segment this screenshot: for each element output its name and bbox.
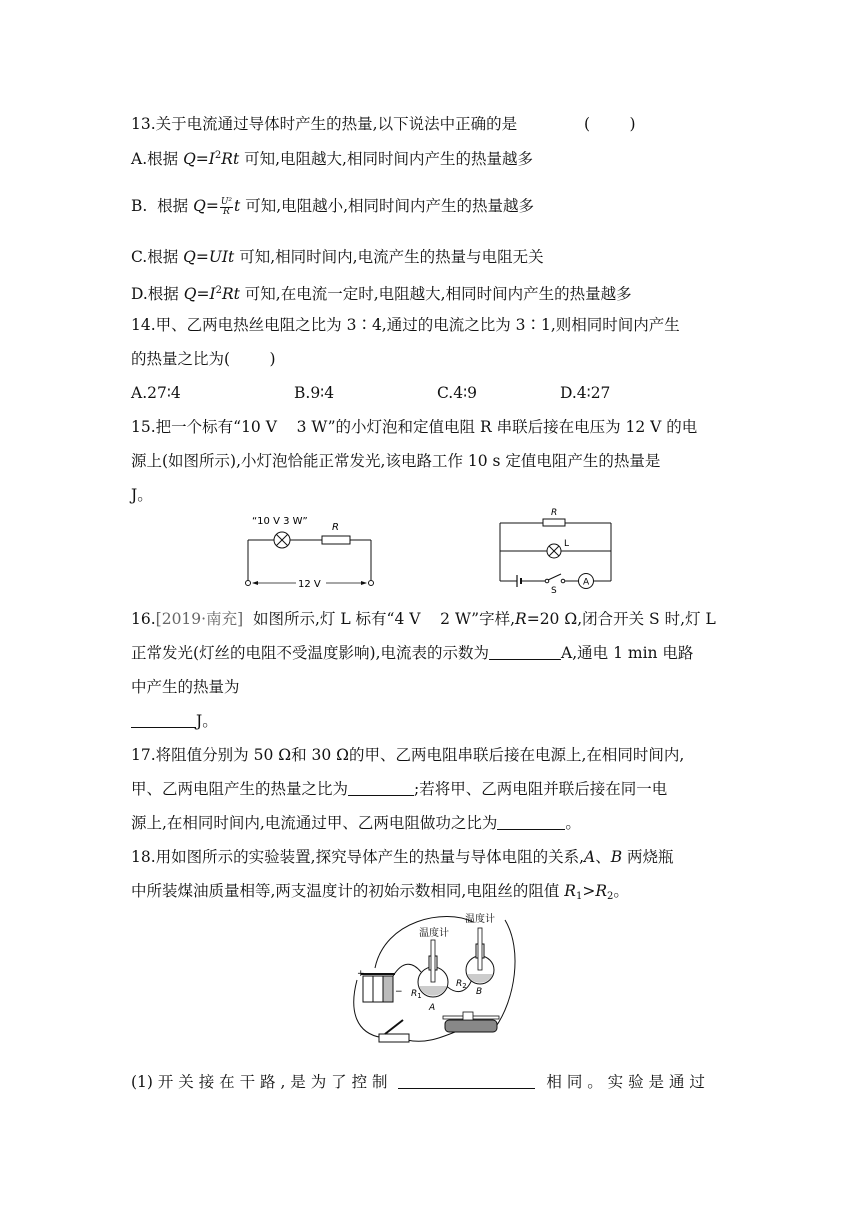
q13-option-a — [131, 146, 533, 169]
q18-r1-sub: 1 — [575, 891, 583, 902]
q16-r-symbol: R — [515, 610, 527, 628]
switch-s-label: S — [551, 586, 557, 595]
q18-gt: > — [582, 882, 596, 900]
q18-sub1-suffix: 相 同 。 实 验 是 通 过 — [546, 1073, 705, 1091]
wire-flask-b-to-rheostat — [495, 920, 515, 1028]
resistor-r2-sub: 2 — [462, 982, 467, 990]
q14-option-a: A.27∶4 — [131, 384, 181, 402]
q18-line-1 — [131, 847, 674, 867]
switch-lever-icon — [385, 1020, 403, 1034]
q13-d-formula-q: Q — [183, 285, 197, 303]
lamp-rating-label: “10 V 3 W” — [252, 516, 308, 527]
experiment-apparatus-figure — [345, 910, 525, 1055]
q13-a-formula-exp: 2 — [214, 150, 222, 161]
battery-cell-2 — [373, 976, 383, 1002]
rheostat-icon — [445, 1020, 497, 1032]
q18-line-2-end: 。 — [613, 882, 629, 900]
battery-minus-label: − — [395, 987, 403, 997]
wire-switch-to-rheostat — [407, 1032, 455, 1041]
q18-sub1 — [131, 1072, 705, 1092]
q14-option-c: C.4∶9 — [437, 384, 477, 402]
q18-line-1b: 两烧瓶 — [622, 848, 674, 866]
resistor-icon — [322, 536, 350, 544]
q13-a-formula-rt: Rt — [221, 150, 240, 168]
q13-d-formula-rt: Rt — [221, 285, 240, 303]
q13-stem-text: 13.关于电流通过导体时产生的热量,以下说法中正确的是 — [131, 115, 518, 133]
q13-c-prefix: C.根据 — [131, 248, 184, 266]
q13-b-numerator: U² — [220, 196, 233, 207]
q16-blank-current[interactable] — [489, 645, 561, 660]
thermometer-a-icon — [431, 940, 435, 982]
q13-a-formula-eq: = — [195, 150, 209, 168]
q18-r2-sub: 2 — [607, 891, 614, 902]
q18-sub1-prefix: (1) 开 关 接 在 干 路 , 是 为 了 控 制 — [131, 1073, 388, 1091]
q17-line-3b: 。 — [565, 814, 581, 832]
terminal-left — [246, 581, 251, 586]
q13-d-formula-i: I — [209, 285, 216, 303]
q13-c-suffix: 可知,相同时间内,电流产生的热量与电阻无关 — [234, 248, 544, 266]
q13-option-d — [131, 281, 632, 304]
q13-d-prefix: D.根据 — [131, 285, 184, 303]
switch-blade — [548, 574, 561, 580]
thermometer-b-label: 温度计 — [465, 914, 495, 925]
resistor-r1-symbol: R — [411, 989, 418, 999]
q13-b-formula-eq: = — [205, 197, 219, 215]
q18-flask-a-symbol: A — [584, 848, 596, 866]
battery-plus-label: + — [357, 969, 365, 979]
q14-line-2: 的热量之比为( ) — [131, 350, 276, 368]
flask-a-label: A — [429, 1003, 436, 1013]
q13-answer-paren: ( ) — [584, 115, 636, 133]
q13-d-suffix: 可知,在电流一定时,电阻越大,相同时间内产生的热量越多 — [239, 285, 632, 303]
q17-line-3a: 源上,在相同时间内,电流通过甲、乙两电阻做功之比为 — [131, 814, 498, 832]
q14-option-d: D.4∶27 — [560, 384, 611, 402]
q16-line-1b: =20 Ω,闭合开关 S 时,灯 L — [526, 610, 716, 628]
q18-r1-symbol: R — [564, 882, 576, 900]
q16-line-3: 中产生的热量为 — [131, 678, 240, 696]
ammeter-a-label: A — [583, 577, 590, 588]
terminal-right — [369, 581, 374, 586]
battery-cell-1 — [363, 976, 373, 1002]
lamp-l-label: L — [564, 539, 570, 549]
arrowhead-left — [252, 581, 258, 585]
series-circuit-figure — [240, 510, 380, 595]
q17-blank-work-ratio[interactable] — [497, 815, 565, 830]
thermometer-a-label: 温度计 — [419, 928, 449, 939]
q13-b-suffix: 可知,电阻越小,相同时间内产生的热量越多 — [240, 197, 535, 215]
q18-r2-symbol: R — [595, 882, 608, 900]
q17-line-2a: 甲、乙两电阻产生的热量之比为 — [131, 780, 349, 798]
resistor-r2-label — [456, 979, 467, 990]
q13-d-formula-eq: = — [196, 285, 210, 303]
q13-d-formula-exp: 2 — [215, 285, 222, 296]
q17-line-2b: ;若将甲、乙两电阻并联后接在同一电 — [414, 780, 668, 798]
q16-line-4-unit: J。 — [196, 712, 218, 730]
resistor-r1-label — [411, 989, 422, 1000]
resistor-r-label-2: R — [551, 508, 558, 518]
q13-b-formula-q: Q — [193, 197, 206, 215]
q16-blank-heat[interactable] — [131, 713, 196, 728]
q13-option-b — [131, 196, 534, 217]
q13-option-c — [131, 247, 544, 267]
flask-b-label: B — [476, 987, 483, 997]
switch-base-icon — [379, 1034, 409, 1042]
wire-battery-to-flask-b — [375, 917, 473, 968]
q16-line-2a: 正常发光(灯丝的电阻不受温度影响),电流表的示数为 — [131, 644, 490, 662]
q13-a-suffix: 可知,电阻越大,相同时间内产生的热量越多 — [239, 150, 533, 168]
q13-b-fraction — [220, 198, 233, 217]
q16-line-1a: 如图所示,灯 L 标有“4 V 2 W”字样, — [243, 610, 516, 628]
q13-c-formula: Q=UIt — [183, 248, 235, 266]
q18-line-2 — [131, 881, 629, 907]
q15-line-2: 源上(如图所示),小灯泡恰能正常发光,该电路工作 10 s 定值电阻产生的热量是 — [131, 452, 661, 470]
switch-contact — [561, 579, 565, 583]
q13-b-prefix: B. 根据 — [131, 197, 194, 215]
q17-line-1: 17.将阻值分别为 50 Ω和 30 Ω的甲、乙两电阻串联后接在电源上,在相同时间内, — [131, 746, 685, 764]
q16-line-2b: A,通电 1 min 电路 — [561, 644, 694, 662]
q18-separator: 、 — [595, 848, 611, 866]
resistor-icon-2 — [543, 519, 565, 526]
q16-line-1 — [131, 609, 716, 629]
rheostat-slider — [463, 1012, 473, 1020]
q18-flask-b-symbol: B — [610, 848, 623, 866]
q16-number: 16. — [131, 610, 156, 628]
arrowhead-right — [361, 581, 367, 585]
q13-a-prefix: A.根据 — [131, 150, 184, 168]
voltage-label: 12 V — [298, 579, 321, 590]
q18-sub1-blank[interactable] — [398, 1074, 535, 1089]
q18-line-2a: 中所装煤油质量相等,两支温度计的初始示数相同,电阻丝的阻值 — [131, 882, 565, 900]
q13-b-formula-t: t — [234, 197, 241, 215]
q13-a-formula-i: I — [208, 150, 215, 168]
battery-cell-3 — [383, 976, 393, 1002]
q14-line-1: 14.甲、乙两电热丝电阻之比为 3∶4,通过的电流之比为 3∶1,则相同时间内产生 — [131, 316, 680, 334]
q14-option-b: B.9∶4 — [294, 384, 335, 402]
q13-stem — [131, 114, 636, 134]
flask-a-liquid — [419, 986, 447, 996]
q14-options — [131, 383, 731, 403]
resistor-r2-symbol: R — [456, 979, 463, 989]
parallel-circuit-figure — [495, 505, 620, 595]
q13-a-formula-q: Q — [183, 150, 196, 168]
q15-line-1: 15.把一个标有“10 V 3 W”的小灯泡和定值电阻 R 串联后接在电压为 12 V 的电 — [131, 418, 698, 436]
thermometer-b-icon — [478, 928, 482, 970]
q13-b-denominator: R — [223, 206, 230, 217]
resistor-r-label: R — [332, 522, 339, 533]
q16-line-2 — [131, 643, 693, 663]
q16-source-tag: [2019·南充] — [155, 610, 244, 628]
resistor-r1-sub: 1 — [417, 992, 422, 1000]
wire-battery-to-flask-a — [393, 964, 421, 976]
q17-line-2 — [131, 779, 667, 799]
q17-blank-heat-ratio[interactable] — [348, 781, 414, 796]
q17-line-3 — [131, 813, 581, 833]
q16-line-4 — [131, 711, 218, 731]
q15-line-3: J。 — [131, 486, 153, 504]
q18-line-1a: 18.用如图所示的实验装置,探究导体产生的热量与导体电阻的关系, — [131, 848, 585, 866]
